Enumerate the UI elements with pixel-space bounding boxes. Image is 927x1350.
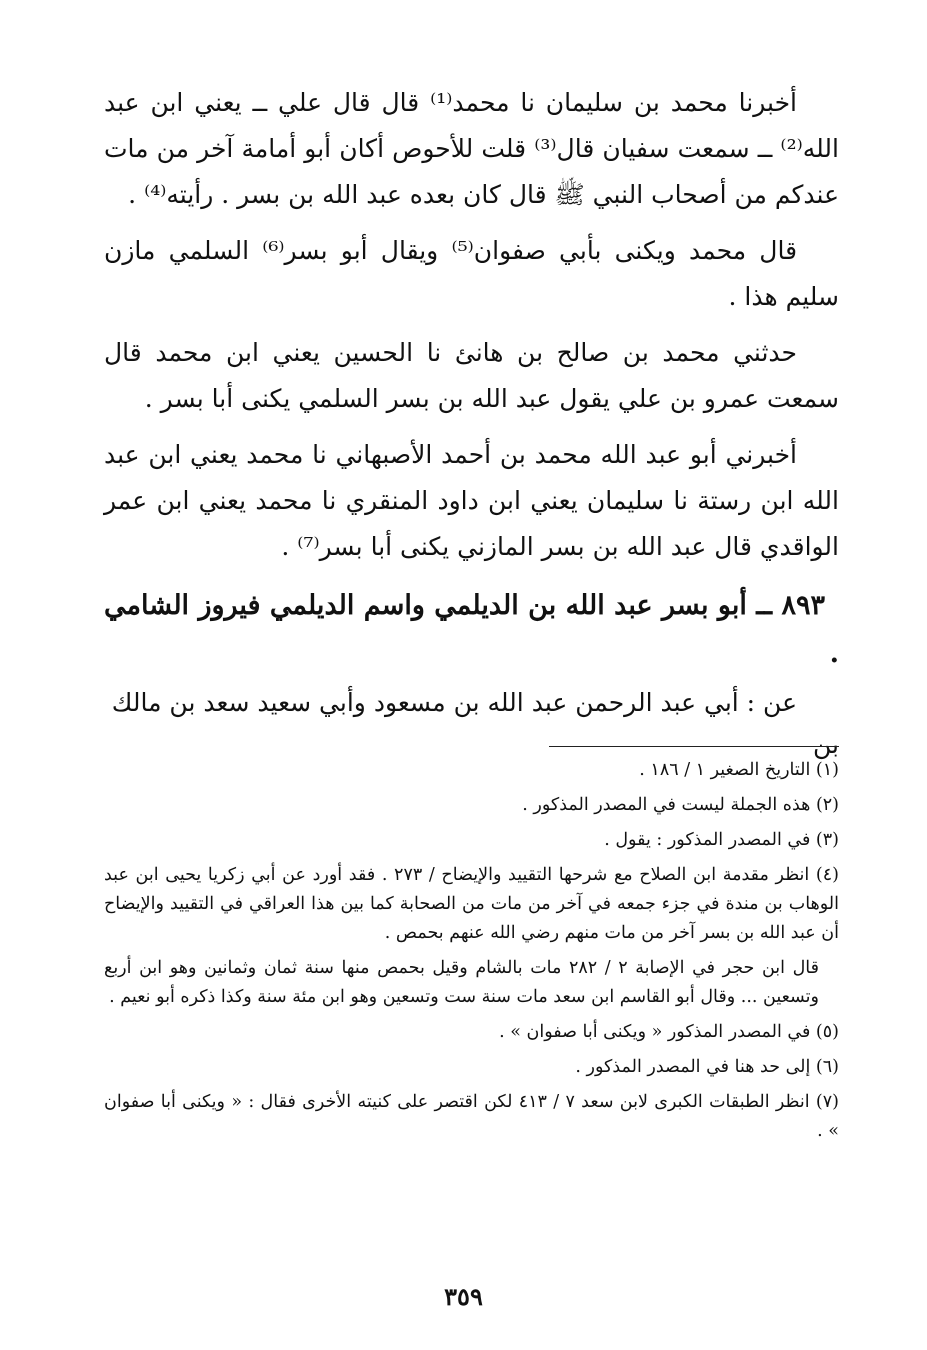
entry-intro: عن : أبي عبد الرحمن عبد الله بن مسعود وأبي سعيد سعد بن مالك بن [111, 688, 839, 759]
page-number: ٣٥٩ [444, 1282, 483, 1311]
footnote-4-continued: قال ابن حجر في الإصابة ٢ / ٢٨٢ مات بالشام وقيل بحمص منها سنة ثمان وثمانين وهو ابن أربع وتسعين ... وقال أبو القاسم ابن سعد مات سنة ست وتسعين وهو ابن مئة سنة وكذا ذكره أبو نعيم . [104, 958, 819, 1007]
paragraph-3: حدثني محمد بن صالح بن هانئ نا الحسين يعني ابن محمد قال سمعت عمرو بن علي يقول عبد الله بن بسر السلمي يكنى أبا بسر . [104, 338, 839, 413]
footnotes [104, 756, 839, 1152]
main-text [104, 80, 839, 766]
footnote-2: (٢) هذه الجملة ليست في المصدر المذكور . [522, 795, 839, 815]
footnote-7: (٧) انظر الطبقات الكبرى لابن سعد ٧ / ٤١٣ لكن اقتصر على كنيته الأخرى فقال : « ويكنى أبا صفوان » . [104, 1092, 839, 1141]
entry-heading: ٨٩٣ ــ أبو بسر عبد الله بن الديلمي واسم الديلمي فيروز الشامي . [104, 590, 839, 669]
footnote-5: (٥) في المصدر المذكور « ويكنى أبا صفوان » . [499, 1022, 839, 1042]
footnote-4: (٤) انظر مقدمة ابن الصلاح مع شرحها التقييد والإيضاح / ٢٧٣ . فقد أورد عن أبي زكريا يحيى ابن عبد الوهاب بن مندة في جزء جمعه في آخر من مات من الصحابة كما بين هذا العراقي في التقييد والإيضاح أن عبد الله بن بسر آخر من مات منهم رضي الله عنهم بحمص . [104, 865, 839, 943]
paragraph-1: أخبرنا محمد بن سليمان نا محمد⁽¹⁾ قال قال علي ــ يعني ابن عبد الله⁽²⁾ ــ سمعت سفيان قال⁽³⁾ قلت للأحوص أكان أبو أمامة آخر من مات عندكم من أصحاب النبي ﷺ قال كان بعده عبد الله بن بسر . رأيته⁽⁴⁾ . [104, 88, 839, 209]
paragraph-2: قال محمد ويكنى بأبي صفوان⁽⁵⁾ ويقال أبو بسر⁽⁶⁾ السلمي مازن سليم هذا . [104, 236, 839, 311]
footnote-divider [549, 746, 839, 747]
paragraph-4: أخبرني أبو عبد الله محمد بن أحمد الأصبهاني نا محمد يعني ابن عبد الله ابن رستة نا سليمان يعني ابن داود المنقري نا محمد يعني ابن عمر الواقدي قال عبد الله بن بسر المازني يكنى أبا بسر⁽⁷⁾ . [104, 440, 839, 561]
footnote-1: (١) التاريخ الصغير ١ / ١٨٦ . [639, 760, 839, 780]
footnote-6: (٦) إلى حد هنا في المصدر المذكور . [575, 1057, 839, 1077]
footnote-3: (٣) في المصدر المذكور : يقول . [604, 830, 839, 850]
